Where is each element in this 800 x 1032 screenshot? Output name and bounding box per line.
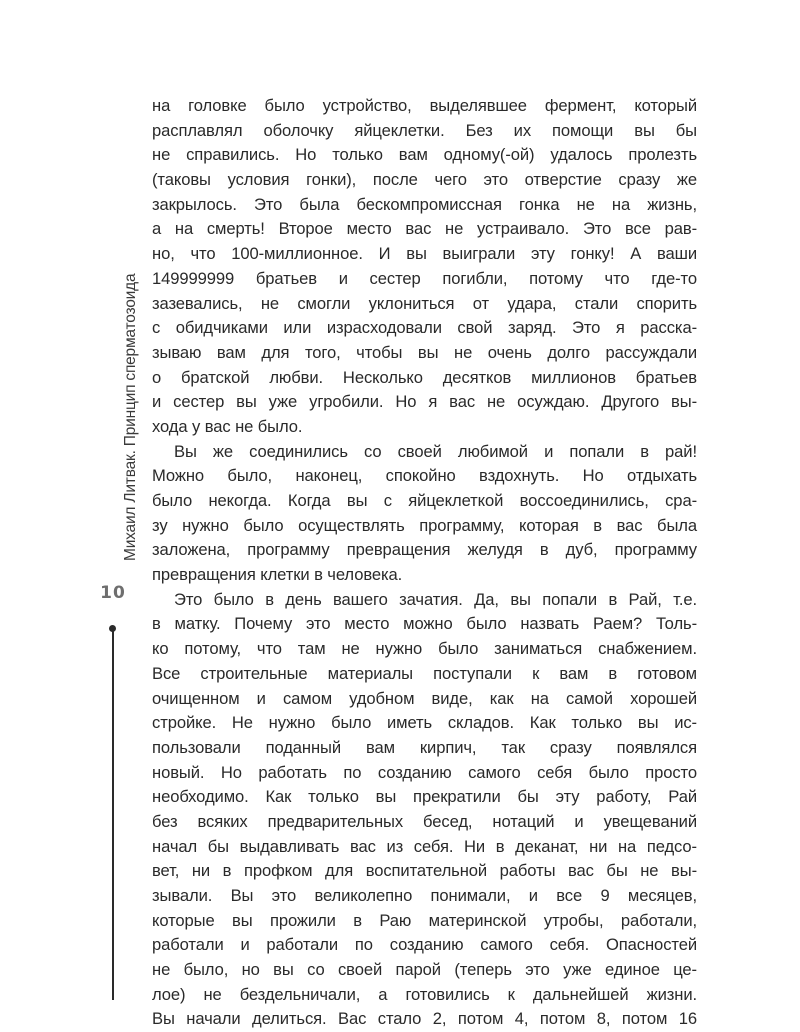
text-line: зываю вам для того, чтобы вы не очень долго рассуждали: [152, 342, 697, 362]
text-line: не справились. Но только вам одному(-ой) удалось пролезть: [152, 145, 697, 165]
text-line: а на смерть! Второе место вас не устраивало. Это все рав-: [152, 219, 697, 239]
text-line: работали и работали по созданию самого себя. Опасностей: [152, 935, 697, 955]
text-line: зу нужно было осуществлять программу, которая в вас была: [152, 515, 697, 535]
text-line: очищенном и самом удобном виде, как на самой хорошей: [152, 688, 697, 708]
page-number: 10: [100, 583, 126, 603]
text-line: вет, ни в профком для воспитательной работы вас бы не вы-: [152, 861, 697, 881]
text-line: ко потому, что там не нужно было заниматься снабжением.: [152, 639, 697, 659]
text-line: не было, но вы со своей парой (теперь это уже единое це-: [152, 960, 697, 980]
text-line: Можно было, наконец, спокойно вздохнуть. Но отдыхать: [152, 466, 697, 486]
text-line: Вы начали делиться. Вас стало 2, потом 4, потом 8, потом 16: [152, 1009, 697, 1029]
running-head-text: Михаил Литвак. Принцип сперматозоида: [122, 273, 139, 561]
text-line: лое) не бездельничали, а готовились к дальнейшей жизни.: [152, 984, 697, 1004]
text-line: Вы же соединились со своей любимой и попали в рай!: [174, 441, 697, 461]
text-line: Это было в день вашего зачатия. Да, вы попали в Рай, т.е.: [174, 589, 697, 609]
text-line: зазевались, не смогли уклониться от удара, стали спорить: [152, 293, 697, 313]
text-line: стройке. Не нужно было иметь складов. Как только вы ис-: [152, 713, 697, 733]
text-line: в матку. Почему это место можно было назвать Раем? Толь-: [152, 614, 697, 634]
text-line: необходимо. Как только вы прекратили бы эту работу, Рай: [152, 787, 697, 807]
text-line: новый. Но работать по созданию самого себя было просто: [152, 762, 697, 782]
text-line: зывали. Вы это великолепно понимали, и все 9 месяцев,: [152, 886, 697, 905]
text-line: заложена, программу превращения желудя в дуб, программу: [152, 540, 697, 560]
text-line: которые вы прожили в Раю материнской утробы, работали,: [152, 910, 697, 930]
text-line: хода у вас не было.: [152, 416, 303, 436]
text-line: расплавлял оболочку яйцеклетки. Без их помощи вы бы: [152, 120, 697, 140]
text-line: без всяких предварительных бесед, нотаций и увещеваний: [152, 811, 697, 831]
body-text: [152, 94, 697, 1032]
text-line: закрылось. Это была бескомпромиссная гонка не на жизнь,: [152, 194, 697, 214]
text-line: о братской любви. Несколько десятков миллионов братьев: [152, 367, 697, 387]
text-line: но, что 100-миллионное. И вы выиграли эту гонку! А ваши: [152, 244, 697, 264]
text-line: было некогда. Когда вы с яйцеклеткой воссоединились, сра-: [152, 491, 697, 510]
text-line: с обидчиками или израсходовали свой заряд. Это я расска-: [152, 318, 697, 338]
text-line: начал бы выдавливать вас из себя. Ни в деканат, ни на педсо-: [152, 836, 697, 856]
text-line: 149999999 братьев и сестер погибли, потому что где-то: [152, 268, 697, 288]
margin-rule: [112, 628, 114, 1000]
text-line: на головке было устройство, выделявшее фермент, который: [152, 96, 697, 115]
text-line: (таковы условия гонки), после чего это отверстие сразу же: [152, 170, 697, 190]
text-line: Все строительные материалы поступали к вам в готовом: [152, 663, 697, 683]
text-line: пользовали поданный вам кирпич, так сразу появлялся: [152, 737, 697, 757]
text-line: и сестер вы уже угробили. Но я вас не осуждаю. Другого вы-: [152, 392, 697, 412]
text-line: превращения клетки в человека.: [152, 565, 403, 585]
